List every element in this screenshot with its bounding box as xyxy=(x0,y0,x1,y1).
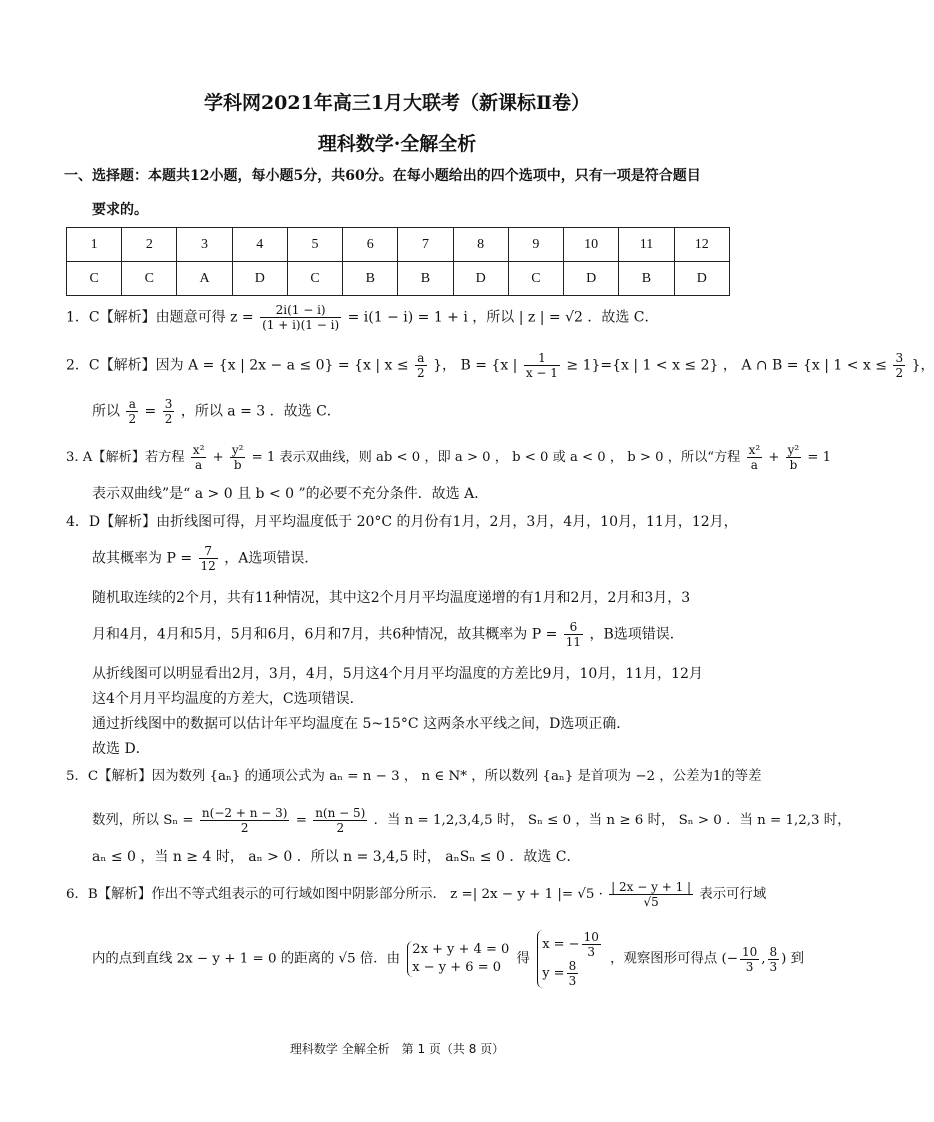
fraction xyxy=(230,443,246,472)
solution-4-line2 xyxy=(92,544,318,573)
solution-3-lead: 3. A【解析】若方程 xyxy=(66,450,185,465)
solution-6-get: 得 xyxy=(516,951,530,967)
answer-cell: B xyxy=(343,262,398,296)
solution-6-line1-lead: 6．B【解析】作出不等式组表示的可行域如图中阴影部分所示． z =| 2x − y + 1 |= √5 · xyxy=(66,887,603,902)
point-open: (− xyxy=(721,951,738,967)
fraction-numerator: 1 xyxy=(524,351,560,366)
question-number: 12 xyxy=(674,228,729,262)
fraction-numerator: | 2x − y + 1 | xyxy=(611,880,692,894)
answer-cell: D xyxy=(232,262,287,296)
solution-3-line1 xyxy=(66,443,831,472)
answer-cell: B xyxy=(398,262,453,296)
fraction-numerator: 8 xyxy=(769,944,778,959)
solution-6-line1 xyxy=(66,880,766,909)
solution-6-line2 xyxy=(92,930,804,988)
fraction-numerator: y² xyxy=(787,443,800,457)
solution-3-mid: = 1 表示双曲线，则 ab < 0 ，即 a > 0 ， b < 0 或 a < 0 ， b > 0 ，所以“方程 xyxy=(251,450,741,465)
equals-sign: = xyxy=(295,813,307,828)
fraction xyxy=(191,443,207,472)
solution-6-line2-mid: ，观察图形可得点 xyxy=(610,951,718,967)
fraction xyxy=(524,351,560,380)
fraction xyxy=(163,397,175,426)
equation: 2x + y + 4 = 0 xyxy=(412,942,510,957)
fraction-denominator: (1 + i)(1 − i) xyxy=(262,318,340,332)
solution-2-line1 xyxy=(66,351,934,380)
fraction-numerator: n(n − 5) xyxy=(315,806,366,820)
solution-1 xyxy=(66,303,659,332)
fraction-denominator: √5 xyxy=(643,895,659,909)
fraction-denominator: 2 xyxy=(895,366,904,380)
fraction-numerator: 8 xyxy=(568,959,577,973)
fraction-denominator: a xyxy=(195,458,203,472)
answer-table-number-row xyxy=(67,228,730,262)
fraction-denominator: 3 xyxy=(568,974,577,988)
solution-4-line4-rest: ，B选项错误． xyxy=(589,626,684,643)
fraction-denominator: 3 xyxy=(769,959,778,974)
solution-4-line3: 随机取连续的2个月，共有11种情况，其中这2个月月平均温度递增的有1月和2月，2月和3月，3 xyxy=(92,590,691,606)
fraction-denominator: 11 xyxy=(565,635,582,649)
solution-2-line2 xyxy=(92,397,341,426)
solution-y xyxy=(542,959,603,988)
plus-sign: + xyxy=(212,450,224,465)
answer-cell: C xyxy=(122,262,177,296)
fraction-numerator: 10 xyxy=(741,944,758,959)
page-subtitle: 理科数学·全解全析 xyxy=(317,133,477,155)
fraction-numerator: 2i(1 − i) xyxy=(260,303,341,318)
solution-6-line2-lead: 内的点到直线 2x − y + 1 = 0 的距离的 √5 倍．由 xyxy=(92,951,401,967)
page-title: 学科网2021年高三1月大联考（新课标Ⅱ卷） xyxy=(203,92,591,114)
fraction xyxy=(200,806,290,835)
fraction xyxy=(313,806,367,835)
question-number: 5 xyxy=(287,228,342,262)
solution-x xyxy=(542,930,603,959)
answer-table xyxy=(66,227,730,296)
fraction-numerator: 10 xyxy=(583,930,599,944)
solution-2-mid2: ≥ 1}={x | 1 < x ≤ 2} ， A ∩ B = {x | 1 < x ≤ xyxy=(566,357,888,374)
solution-4-line2-lead: 故其概率为 P = xyxy=(92,550,193,567)
answer-cell: B xyxy=(619,262,674,296)
question-number: 10 xyxy=(564,228,619,262)
point-comma: , xyxy=(761,951,766,967)
fraction xyxy=(415,351,427,380)
solution-4-line1: 4．D【解析】由折线图可得，月平均温度低于 20°C 的月份有1月，2月，3月，4月，10月，11月，12月， xyxy=(66,514,738,530)
fraction-numerator: y² xyxy=(231,443,244,457)
solution-2-line2-lead: 所以 xyxy=(92,403,120,420)
fraction-denominator: b xyxy=(789,458,798,472)
solution-1-lead: 1．C【解析】由题意可得 z = xyxy=(66,309,254,326)
equation: x − y + 6 = 0 xyxy=(412,960,501,975)
question-number: 11 xyxy=(619,228,674,262)
fraction xyxy=(564,620,583,649)
question-number: 3 xyxy=(177,228,232,262)
solution-4-line7: 通过折线图中的数据可以估计年平均温度在 5~15°C 这两条水平线之间，D选项正确． xyxy=(92,716,631,732)
solution-2-lead: 2．C【解析】因为 A = {x | 2x − a ≤ 0} = {x | x ≤ xyxy=(66,357,409,374)
solution-1-rest: = i(1 − i) = 1 + i ，所以 | z | = √2 ．故选 C． xyxy=(347,309,659,326)
fraction-numerator: 3 xyxy=(164,397,173,411)
fraction xyxy=(609,880,693,909)
solution-2-mid1: }， B = {x | xyxy=(433,357,518,374)
fraction xyxy=(126,397,138,426)
fraction xyxy=(768,945,780,974)
solution-5-line2 xyxy=(92,806,851,835)
solution-system xyxy=(537,930,603,988)
solution-5-line2-rest: ．当 n = 1,2,3,4,5 时， Sₙ ≤ 0 ，当 n ≥ 6 时， Sₙ > 0 ．当 n = 1,2,3 时， xyxy=(373,813,851,828)
fraction xyxy=(747,443,763,472)
answer-cell: C xyxy=(67,262,122,296)
solution-3-end: = 1 xyxy=(807,450,832,465)
answer-cell: D xyxy=(453,262,508,296)
fraction-denominator: 2 xyxy=(240,821,249,835)
equation-system xyxy=(407,941,509,977)
section-heading-line1: 一、选择题：本题共12小题，每小题5分，共60分。在每小题给出的四个选项中，只有一项是符合题目 xyxy=(64,168,701,184)
fraction xyxy=(567,959,579,988)
solution-2-end: }， xyxy=(911,357,934,374)
solution-5-line1: 5．C【解析】因为数列 {aₙ} 的通项公式为 aₙ = n − 3 ， n ∈ N* ，所以数列 {aₙ} 是首项为 −2 ，公差为1的等差 xyxy=(66,769,762,784)
solution-4-line4-lead: 月和4月，4月和5月，5月和6月，6月和7月，共6种情况，故其概率为 P = xyxy=(92,626,558,643)
fraction-numerator: a xyxy=(126,397,138,412)
question-number: 4 xyxy=(232,228,287,262)
solution-4-line5: 从折线图可以明显看出2月，3月，4月，5月这4个月月平均温度的方差比9月，10月，11月，12月 xyxy=(92,666,703,682)
question-number: 7 xyxy=(398,228,453,262)
fraction-denominator: a xyxy=(750,458,758,472)
solution-x-lead: x = − xyxy=(542,937,580,952)
solution-3-line2: 表示双曲线”是“ a > 0 且 b < 0 ”的必要不充分条件．故选 A． xyxy=(92,486,489,502)
equals-sign: = xyxy=(144,403,157,420)
fraction-numerator: x² xyxy=(748,443,761,457)
fraction-numerator: 3 xyxy=(895,351,904,365)
fraction-denominator: x − 1 xyxy=(525,366,558,380)
fraction xyxy=(199,544,218,573)
answer-cell: D xyxy=(564,262,619,296)
fraction-denominator: 2 xyxy=(128,412,137,426)
fraction xyxy=(786,443,802,472)
fraction-denominator: b xyxy=(233,458,242,472)
question-number: 6 xyxy=(343,228,398,262)
solution-4-line4 xyxy=(92,620,684,649)
fraction-numerator: x² xyxy=(192,443,205,457)
solution-4-line8: 故选 D． xyxy=(92,741,150,757)
solution-5-line3: aₙ ≤ 0 ，当 n ≥ 4 时， aₙ > 0 ．所以 n = 3,4,5 时， aₙSₙ ≤ 0 ．故选 C． xyxy=(92,849,581,865)
fraction xyxy=(893,351,905,380)
answer-cell: A xyxy=(177,262,232,296)
fraction-numerator: 7 xyxy=(199,544,218,559)
fraction xyxy=(740,945,759,974)
page-footer: 理科数学 全解全析 第 1 页（共 8 页） xyxy=(289,1042,505,1056)
fraction-denominator: 2 xyxy=(164,412,173,426)
question-number: 1 xyxy=(67,228,122,262)
solution-4-line6: 这4个月月平均温度的方差大，C选项错误． xyxy=(92,691,364,707)
fraction-numerator: 6 xyxy=(564,620,583,635)
fraction-numerator: a xyxy=(415,351,427,366)
solution-4-line2-rest: ，A选项错误． xyxy=(224,550,319,567)
solution-y-lead: y = xyxy=(542,966,565,981)
answer-cell: C xyxy=(508,262,563,296)
plus-sign: + xyxy=(768,450,780,465)
question-number: 8 xyxy=(453,228,508,262)
solution-5-line2-lead: 数列，所以 Sₙ = xyxy=(92,813,194,828)
answer-cell: C xyxy=(287,262,342,296)
question-number: 2 xyxy=(122,228,177,262)
section-heading-line2: 要求的。 xyxy=(92,202,148,218)
answer-cell: D xyxy=(674,262,729,296)
fraction-denominator: 3 xyxy=(745,959,754,974)
fraction-denominator: 2 xyxy=(336,821,345,835)
solution-2-line2-rest: ，所以 a = 3 ．故选 C． xyxy=(180,403,341,420)
fraction-denominator: 3 xyxy=(587,945,596,959)
fraction-denominator: 2 xyxy=(417,366,425,380)
fraction-denominator: 12 xyxy=(200,559,216,573)
solution-1-fraction xyxy=(260,303,341,332)
fraction-numerator: n(−2 + n − 3) xyxy=(201,806,288,820)
fraction xyxy=(582,930,601,959)
point-close: ) 到 xyxy=(781,951,805,967)
answer-table-answer-row xyxy=(67,262,730,296)
question-number: 9 xyxy=(508,228,563,262)
solution-6-line1-rest: 表示可行域 xyxy=(699,887,767,902)
